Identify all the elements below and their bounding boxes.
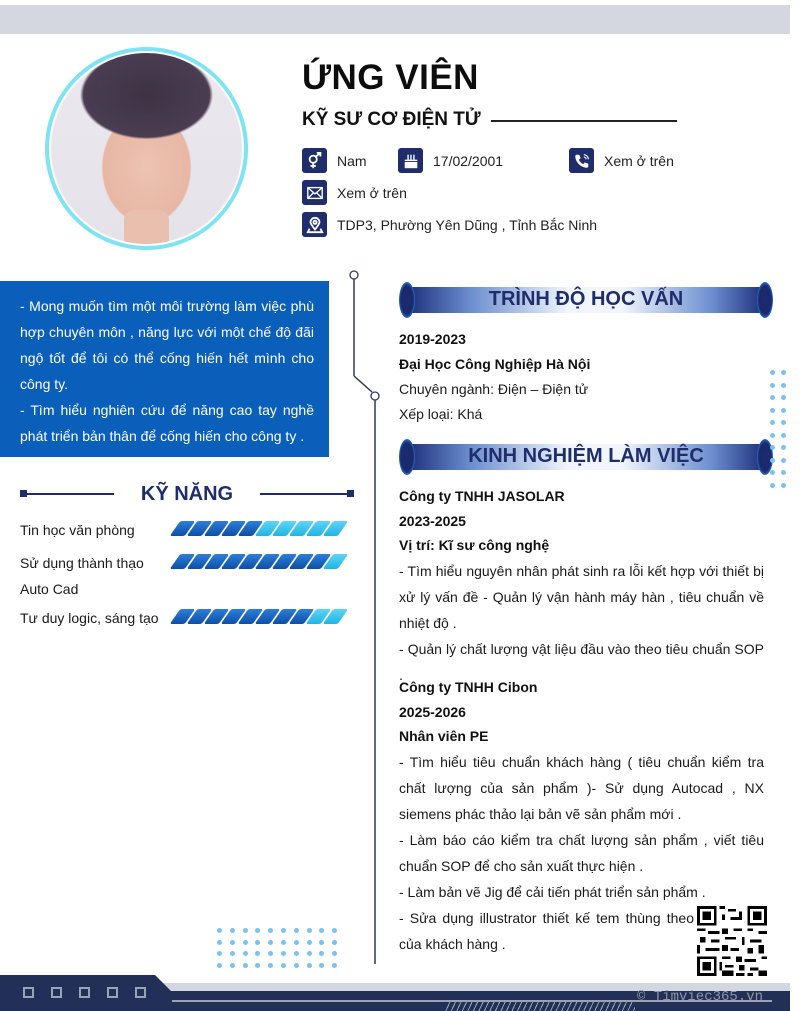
- candidate-name: ỨNG VIÊN: [302, 58, 479, 97]
- location-pin-icon: [302, 212, 327, 237]
- job-detail: - Tìm hiểu nguyên nhân phát sinh ra lỗi kết hợp với thiết bị xử lý vấn đề - Quản lý vận hành máy hàn , tiêu chuẩn về nhiệt độ .: [399, 562, 764, 631]
- job-detail: - Làm bản vẽ Jig để cải tiến phát triển sản phẩm .: [399, 883, 706, 900]
- gender-icon: [302, 148, 327, 173]
- square-icon: [23, 987, 34, 998]
- gender-value: Nam: [337, 152, 367, 169]
- address-value: TDP3, Phường Yên Dũng , Tỉnh Bắc Ninh: [337, 216, 598, 233]
- job-detail: - Làm báo cáo kiểm tra chất lượng sản phẩm , viết tiêu chuẩn SOP để cho sản xuất thực hiện .: [399, 831, 764, 874]
- square-icon: [107, 987, 118, 998]
- skill-item: [20, 605, 350, 631]
- objective-paragraph: - Tìm hiểu nghiên cứu để năng cao tay nghề phát triển bản thân để cống hiến cho công ty .: [20, 402, 314, 444]
- contact-birthday: [398, 148, 503, 173]
- job-position: Vị trí: Kĩ sư công nghệ: [399, 537, 550, 553]
- square-icon: [51, 987, 62, 998]
- education-major: Chuyên ngành: Điện – Điện tử: [399, 381, 589, 397]
- skill-item: [20, 517, 350, 543]
- skill-level-bar: [175, 521, 343, 536]
- email-icon: [302, 180, 327, 205]
- skill-name: Tư duy logic, sáng tạo: [20, 610, 159, 626]
- email-value: Xem ở trên: [337, 184, 407, 201]
- education-grade: Xếp loại: Khá: [399, 406, 483, 422]
- education-entry: [399, 327, 764, 427]
- objective-paragraph: - Mong muốn tìm một môi trường làm việc phù hợp chuyên môn , năng lực với một chế độ đãi ngộ tốt để tôi có thể cống hiến hết mình cho công ty.: [20, 298, 314, 392]
- experience-header: [399, 439, 773, 475]
- birthday-value: 17/02/2001: [433, 152, 504, 169]
- contact-address: [302, 212, 597, 237]
- skill-level-bar: [175, 609, 343, 624]
- skill-level-bar: [175, 554, 343, 569]
- divider: [491, 120, 677, 122]
- top-band: [0, 5, 790, 34]
- job-title: KỸ SƯ CƠ ĐIỆN TỬ: [302, 109, 481, 130]
- skill-name: Tin học văn phòng: [20, 522, 135, 538]
- career-objective: [0, 281, 329, 457]
- phone-value: Xem ở trên: [604, 152, 674, 169]
- job-detail: - Quản lý chất lượng vật liệu đầu vào theo tiêu chuẩn SOP .: [399, 640, 764, 683]
- square-icon: [79, 987, 90, 998]
- skill-item: [20, 550, 350, 602]
- job-position: Nhân viên PE: [399, 728, 489, 744]
- skills-title: KỸ NĂNG: [140, 483, 234, 505]
- birthday-cake-icon: [398, 148, 423, 173]
- job-period: 2025-2026: [399, 703, 466, 720]
- skills-header: [20, 483, 354, 505]
- experience-title: KINH NGHIỆM LÀM VIỆC: [468, 445, 704, 467]
- footer: [0, 975, 800, 1011]
- education-title: TRÌNH ĐỘ HỌC VẤN: [488, 288, 684, 310]
- job-company: Công ty TNHH Cibon: [399, 679, 538, 695]
- decorative-dots: [770, 370, 786, 488]
- contact-phone: [569, 148, 674, 173]
- education-header: [399, 282, 773, 318]
- avatar-photo: [49, 51, 244, 246]
- job-detail: - Sửa dụng illustrator thiết kế tem thùng theo của khách hàng .: [399, 909, 694, 952]
- watermark: © Timviec365.vn: [637, 989, 764, 1005]
- job-detail: - Tìm hiểu tiêu chuẩn khách hàng ( tiêu chuẩn kiểm tra chất lượng của sản phẩm )- Sử dụng Autocad , NX siemens phác thảo lại bản vẽ sản phẩm mới .: [399, 753, 764, 822]
- job-period: 2023-2025: [399, 512, 466, 529]
- square-icon: [135, 987, 146, 998]
- contact-email: [302, 180, 407, 205]
- avatar: [45, 47, 248, 250]
- job-company: Công ty TNHH JASOLAR: [399, 488, 565, 504]
- education-period: 2019-2023: [399, 331, 466, 347]
- education-school: Đại Học Công Nghiệp Hà Nội: [399, 356, 591, 372]
- phone-icon: [569, 148, 594, 173]
- decorative-dots: [217, 928, 337, 968]
- contact-gender: [302, 148, 367, 173]
- skill-name: Sử dụng thành thạo Auto Cad: [20, 555, 144, 597]
- qr-code: [697, 906, 767, 976]
- experience-entry: [399, 484, 764, 688]
